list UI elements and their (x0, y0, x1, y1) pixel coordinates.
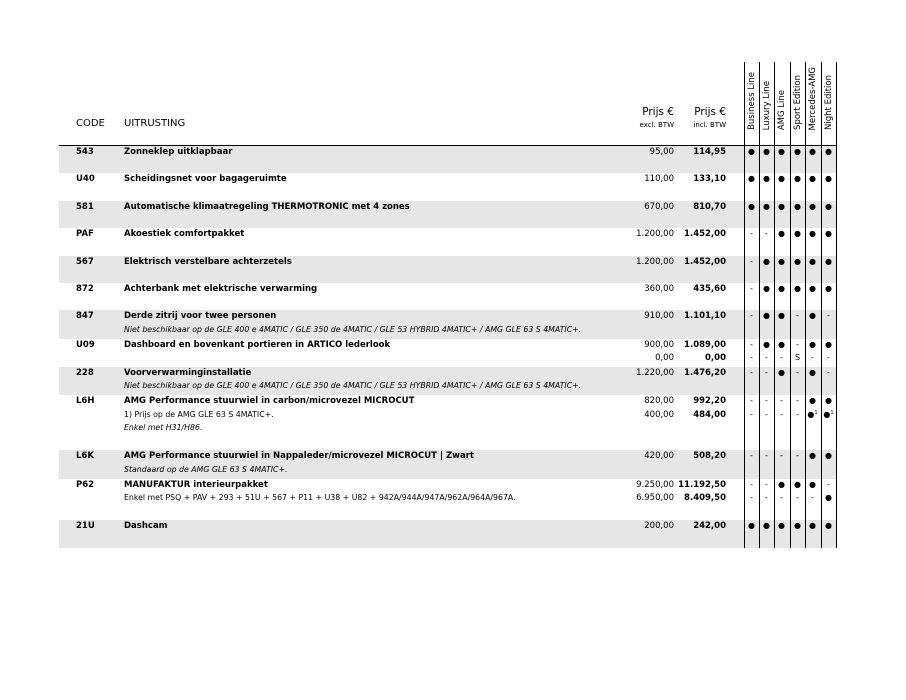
availability-mark: - (796, 409, 799, 419)
option-code: 872 (76, 284, 94, 294)
option-name: Dashcam (124, 521, 168, 532)
option-name: Dashboard en bovenkant portieren in ARTICO lederlook (124, 339, 391, 350)
header-price-incl (656, 106, 726, 129)
edition-column-divider (759, 146, 760, 548)
header-equipment: UITRUSTING (124, 118, 186, 129)
availability-mark: ● (778, 174, 785, 184)
availability-mark: ● (825, 284, 832, 293)
price-excl-vat: 200,00 (644, 521, 674, 532)
availability-mark: ●$^1$ (807, 409, 818, 419)
header-price-excl-label: Prijs € (642, 106, 674, 118)
availability-mark: - (796, 339, 799, 349)
price-incl-vat: 992,20 (693, 396, 726, 406)
availability-mark: ● (825, 147, 832, 156)
availability-mark: ● (825, 451, 832, 461)
availability-mark: - (750, 451, 753, 461)
edition-header-right-border (836, 62, 837, 146)
availability-mark: - (765, 409, 768, 419)
header-price-excl-sub: excl. BTW (639, 121, 674, 129)
edition-header (790, 62, 805, 146)
option-name: Derde zitrij voor twee personen (124, 311, 277, 322)
option-name: AMG Performance stuurwiel in carbon/microvezel MICROCUT (124, 396, 415, 406)
availability-mark: ● (825, 256, 832, 266)
availability-mark: ● (794, 201, 801, 211)
availability-mark: ● (809, 367, 816, 377)
price-incl-vat: 1.476,20 (684, 367, 726, 378)
availability-mark: - (827, 367, 830, 377)
price-excl-vat: 1.200,00 (636, 256, 674, 267)
price-excl-vat: 820,00 (644, 396, 674, 406)
availability-mark: ● (763, 311, 770, 321)
availability-mark: ● (825, 174, 832, 184)
price-incl-vat: 810,70 (693, 201, 726, 212)
option-code: L6K (76, 451, 94, 462)
availability-mark: ●$^1$ (823, 409, 834, 419)
price-incl-vat: 242,00 (693, 521, 726, 532)
availability-mark: ● (748, 147, 755, 156)
availability-mark: - (796, 451, 799, 461)
price-incl-vat: 0,00 (705, 353, 726, 364)
availability-mark: ● (809, 451, 816, 461)
edition-label: Sport Edition (793, 75, 803, 130)
availability-mark: - (796, 493, 799, 503)
availability-mark: ● (763, 201, 770, 211)
availability-mark: ● (794, 229, 801, 239)
option-name: Voorverwarminginstallatie (124, 367, 252, 378)
availability-mark: ● (825, 396, 832, 405)
price-incl-vat: 435,60 (693, 284, 726, 294)
availability-mark: ● (778, 521, 785, 531)
availability-mark: - (750, 256, 753, 266)
price-excl-vat: 420,00 (644, 451, 674, 462)
availability-mark: - (796, 367, 799, 377)
price-excl-vat: 110,00 (644, 174, 674, 185)
option-note: 1) Prijs op de AMG GLE 63 S 4MATIC+. (124, 409, 274, 419)
availability-mark: ● (778, 201, 785, 211)
price-excl-vat: 900,00 (644, 339, 674, 350)
price-excl-vat: 1.220,00 (636, 367, 674, 378)
availability-mark: ● (825, 229, 832, 239)
price-excl-vat: 95,00 (649, 147, 674, 157)
option-name: AMG Performance stuurwiel in Nappaleder/microvezel MICROCUT | Zwart (124, 451, 474, 462)
price-incl-vat: 133,10 (693, 174, 726, 185)
availability-mark: ● (778, 229, 785, 239)
edition-column-divider (774, 146, 775, 548)
option-code: 567 (76, 256, 94, 267)
availability-mark: - (765, 353, 768, 363)
availability-mark: ● (825, 339, 832, 349)
option-code: 847 (76, 311, 94, 322)
availability-mark: - (765, 479, 768, 489)
availability-mark: ● (809, 339, 816, 349)
edition-column-divider (790, 146, 791, 548)
edition-header (759, 62, 774, 146)
availability-mark: ● (778, 147, 785, 156)
availability-mark: - (780, 396, 783, 405)
option-name: Scheidingsnet voor bagageruimte (124, 174, 287, 185)
availability-mark: ● (763, 256, 770, 266)
availability-mark: ● (763, 339, 770, 349)
availability-mark: - (750, 311, 753, 321)
option-name: Elektrisch verstelbare achterzetels (124, 256, 292, 267)
header-code: CODE (76, 118, 105, 129)
price-incl-vat: 1.452,00 (684, 256, 726, 267)
availability-mark: ● (809, 256, 816, 266)
price-excl-vat: 400,00 (644, 409, 674, 420)
edition-column-divider (836, 146, 837, 548)
availability-mark: ● (763, 174, 770, 184)
option-code: 21U (76, 521, 95, 532)
availability-mark: - (780, 493, 783, 503)
availability-mark: ● (809, 174, 816, 184)
availability-mark: ● (763, 147, 770, 156)
option-name: Akoestiek comfortpakket (124, 229, 245, 240)
option-code: U40 (76, 174, 95, 185)
edition-column-divider (805, 146, 806, 548)
availability-mark: ● (748, 174, 755, 184)
option-code: U09 (76, 339, 95, 350)
edition-header (774, 62, 789, 146)
option-code: 543 (76, 147, 94, 157)
option-note: Niet beschikbaar op de GLE 400 e 4MATIC / GLE 350 de 4MATIC / GLE 53 HYBRID 4MATIC+ / AMG GLE 63 S 4MATIC+. (124, 325, 582, 334)
availability-mark: - (765, 229, 768, 239)
availability-mark: ● (794, 284, 801, 293)
price-incl-vat: 114,95 (693, 147, 726, 157)
option-note: Enkel met PSQ + PAV + 293 + 51U + 567 + P11 + U38 + U82 + 942A/944A/947A/962A/964A/967A. (124, 493, 516, 503)
availability-mark: - (750, 367, 753, 377)
availability-mark: ● (748, 521, 755, 531)
option-code: P62 (76, 479, 95, 490)
edition-column-divider (744, 146, 745, 548)
availability-mark: ● (778, 479, 785, 489)
price-excl-vat: 1.200,00 (636, 229, 674, 240)
edition-label: Night Edition (824, 75, 834, 130)
availability-mark: ● (794, 174, 801, 184)
edition-label: AMG Line (777, 89, 787, 130)
availability-mark: - (750, 284, 753, 293)
availability-mark: - (765, 367, 768, 377)
availability-mark: ● (809, 284, 816, 293)
availability-mark: S (794, 353, 801, 363)
availability-mark: - (750, 493, 753, 503)
availability-mark: ● (794, 521, 801, 531)
availability-mark: ● (794, 479, 801, 489)
header-price-incl-label: Prijs € (694, 106, 726, 118)
availability-mark: ● (809, 521, 816, 531)
option-code: 228 (76, 367, 94, 378)
price-excl-vat: 360,00 (644, 284, 674, 294)
availability-mark: ● (778, 367, 785, 377)
availability-mark: ● (763, 521, 770, 531)
option-name: Achterbank met elektrische verwarming (124, 284, 318, 294)
availability-mark: - (796, 396, 799, 405)
availability-mark: ● (778, 311, 785, 321)
availability-mark: - (765, 493, 768, 503)
edition-label: Luxury Line (762, 80, 772, 130)
price-incl-vat: 1.101,10 (684, 311, 726, 322)
price-excl-vat: 910,00 (644, 311, 674, 322)
option-code: L6H (76, 396, 95, 406)
availability-mark: - (796, 311, 799, 321)
option-note: Standaard op de AMG GLE 63 S 4MATIC+. (124, 465, 288, 474)
availability-mark: ● (825, 521, 832, 531)
availability-mark: - (750, 229, 753, 239)
price-incl-vat: 8.409,50 (684, 493, 726, 504)
availability-mark: ● (778, 339, 785, 349)
price-excl-vat: 9.250,00 (636, 479, 674, 490)
availability-mark: ● (794, 256, 801, 266)
price-incl-vat: 508,20 (693, 451, 726, 462)
availability-mark: ● (825, 201, 832, 211)
header-price-incl-sub: incl. BTW (693, 121, 726, 129)
availability-mark: ● (809, 147, 816, 156)
availability-mark: - (750, 353, 753, 363)
edition-label: Business Line (747, 72, 757, 130)
availability-mark: ● (763, 284, 770, 293)
availability-mark: ● (809, 229, 816, 239)
price-incl-vat: 1.452,00 (684, 229, 726, 240)
availability-mark: - (750, 479, 753, 489)
availability-mark: - (750, 396, 753, 405)
availability-mark: ● (809, 479, 816, 489)
price-incl-vat: 1.089,00 (684, 339, 726, 350)
option-note: Niet beschikbaar op de GLE 400 e 4MATIC / GLE 350 de 4MATIC / GLE 53 HYBRID 4MATIC+ / AMG GLE 63 S 4MATIC+. (124, 381, 582, 391)
edition-label: Mercedes-AMG (808, 66, 818, 130)
availability-mark: ● (809, 396, 816, 405)
option-name: Automatische klimaatregeling THERMOTRONIC met 4 zones (124, 201, 410, 212)
availability-mark: - (750, 339, 753, 349)
availability-mark: - (780, 409, 783, 419)
availability-mark: ● (778, 284, 785, 293)
availability-mark: - (827, 311, 830, 321)
availability-mark: ● (809, 201, 816, 211)
availability-mark: - (780, 451, 783, 461)
price-incl-vat: 11.192,50 (678, 479, 726, 490)
availability-mark: ● (794, 147, 801, 156)
availability-mark: ● (825, 493, 832, 503)
availability-mark: ● (778, 256, 785, 266)
availability-mark: - (827, 353, 830, 363)
option-code: PAF (76, 229, 94, 240)
availability-mark: ● (809, 311, 816, 321)
edition-header (744, 62, 759, 146)
edition-header (805, 62, 820, 146)
price-excl-vat: 670,00 (644, 201, 674, 212)
option-note: Enkel met H31/H86. (124, 423, 203, 433)
availability-mark: ● (748, 201, 755, 211)
price-incl-vat: 484,00 (693, 409, 726, 420)
edition-header (821, 62, 836, 146)
availability-mark: - (765, 451, 768, 461)
availability-mark: - (811, 353, 814, 363)
availability-mark: - (811, 493, 814, 503)
option-name: MANUFAKTUR interieurpakket (124, 479, 268, 490)
availability-mark: - (827, 479, 830, 489)
price-excl-vat: 6.950,00 (636, 493, 674, 504)
price-excl-vat: 0,00 (655, 353, 674, 364)
availability-mark: - (780, 353, 783, 363)
availability-mark: - (765, 396, 768, 405)
edition-column-divider (821, 146, 822, 548)
availability-mark: - (750, 409, 753, 419)
option-name: Zonneklep uitklapbaar (124, 147, 233, 157)
option-code: 581 (76, 201, 94, 212)
